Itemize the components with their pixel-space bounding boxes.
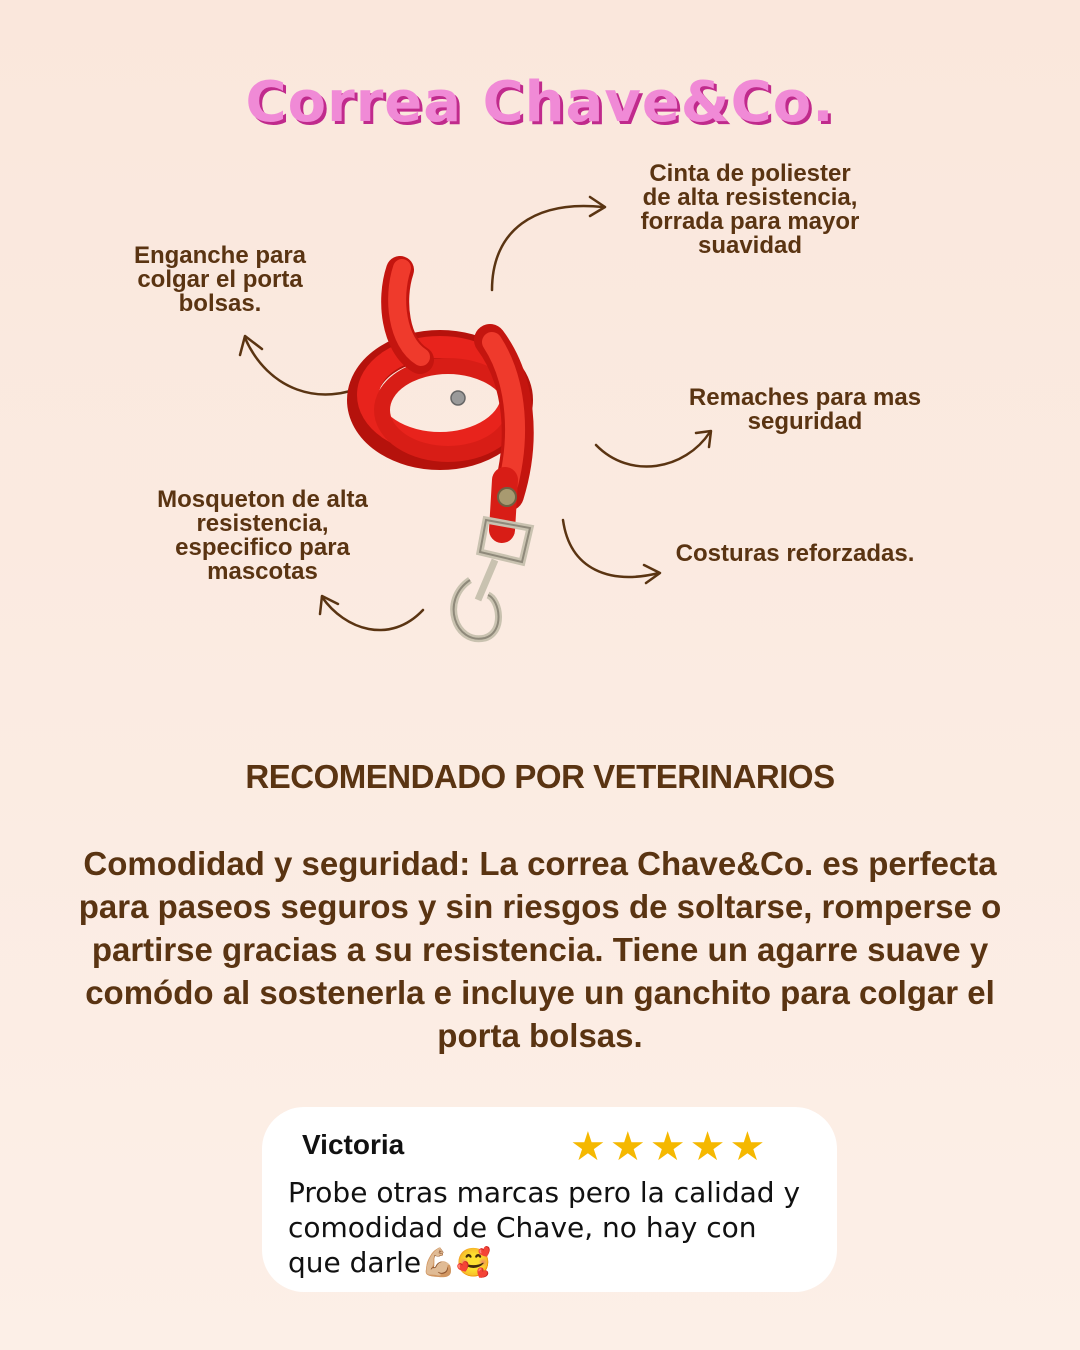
description: Comodidad y seguridad: La correa Chave&Co. es perfecta para paseos seguros y sin riesgos de soltarse, romperse o partirse gracias a su resistencia. Tiene un agarre suave y comódo al sostenerla e incluye un ganchito para colgar el porta bolsas. xyxy=(78,845,1002,1054)
callout-tape: Cinta de poliester de alta resistencia, forrada para mayor suavidad xyxy=(640,160,860,259)
callout-stitching: Costuras reforzadas. xyxy=(675,540,915,567)
arrow-to-stitching xyxy=(563,520,660,583)
callout-carabiner: Mosqueton de alta resistencia, especifico para mascotas xyxy=(157,486,368,585)
page-title: Correa Chave&Co. xyxy=(245,70,835,135)
arrow-to-rivets xyxy=(596,431,711,467)
reviewer-name: Victoria xyxy=(302,1129,405,1160)
leash xyxy=(362,268,518,530)
star-rating: ★★★★★ xyxy=(570,1125,770,1169)
review-card xyxy=(262,1107,837,1292)
arrow-to-carabiner xyxy=(320,596,423,630)
review-text: Probe otras marcas pero la calidad y comodidad de Chave, no hay con que darle💪🏼🥰 xyxy=(288,1176,801,1279)
callout-rivets: Remaches para mas seguridad xyxy=(688,384,922,435)
arrow-to-tape xyxy=(492,197,605,290)
section-heading: RECOMENDADO POR VETERINARIOS xyxy=(245,758,835,795)
callout-hook: Enganche para colgar el porta bolsas. xyxy=(133,242,307,317)
arrow-to-hook xyxy=(240,336,368,394)
